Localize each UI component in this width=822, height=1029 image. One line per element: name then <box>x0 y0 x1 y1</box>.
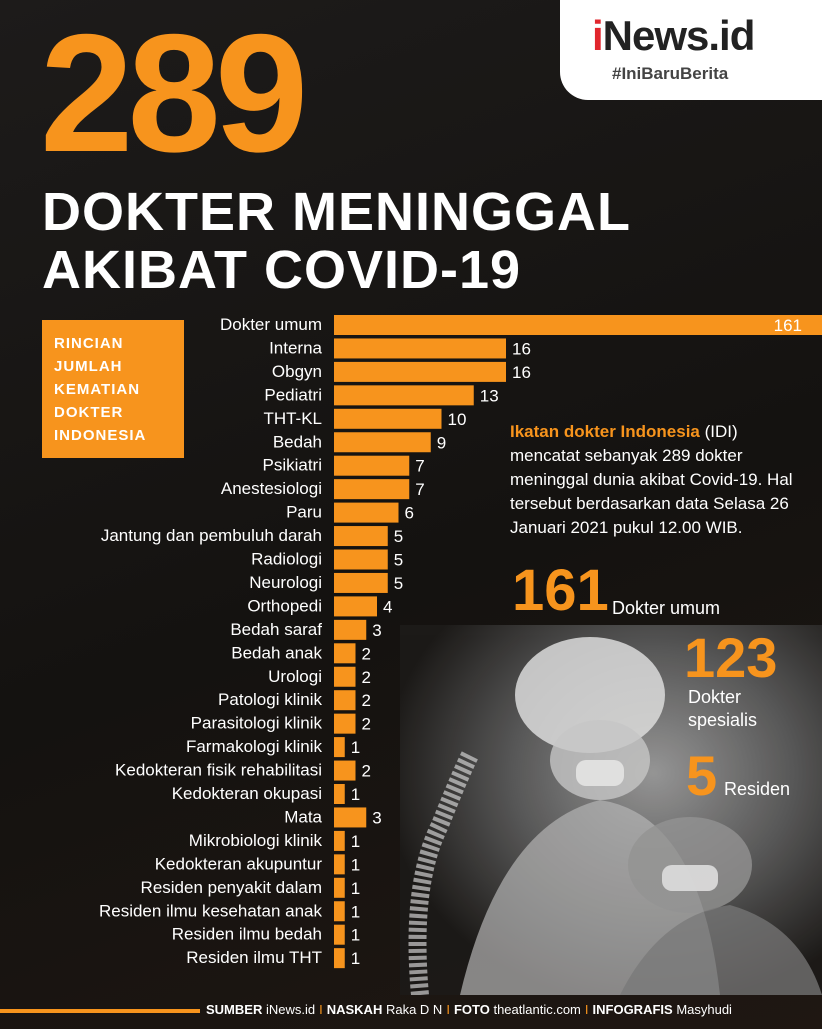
stat-spesialis-number: 123 <box>684 626 778 689</box>
value-label: 1 <box>350 738 361 758</box>
section-label: RINCIAN JUMLAH KEMATIAN DOKTER INDONESIA <box>54 335 147 444</box>
bar <box>334 385 474 405</box>
value-label: 2 <box>361 761 371 781</box>
category-label: Interna <box>269 338 322 358</box>
value-label: 3 <box>372 808 382 828</box>
footer-foto-label: FOTO <box>453 1002 490 1017</box>
bar <box>334 831 345 851</box>
stat-residen-label: Residen <box>724 779 791 799</box>
value-label: 1 <box>350 878 361 898</box>
category-label: Kedokteran akupuntur <box>154 854 322 874</box>
category-label: Bedah anak <box>231 643 322 663</box>
brand-tagline: #IniBaruBerita <box>612 64 729 83</box>
bar <box>334 479 409 499</box>
value-label: 7 <box>415 480 425 500</box>
category-label: Mikrobiologi klinik <box>188 830 322 850</box>
bar <box>334 362 506 382</box>
value-label: 9 <box>436 433 447 453</box>
bar <box>334 807 366 827</box>
bar <box>334 737 345 757</box>
value-label: 1 <box>350 785 361 804</box>
bar <box>334 456 409 476</box>
category-label: Psikiatri <box>262 455 322 475</box>
category-label: Bedah saraf <box>230 619 322 639</box>
value-label: 2 <box>361 714 371 734</box>
value-label: 1 <box>350 831 361 851</box>
stat-spesialis-label-2: spesialis <box>688 710 758 730</box>
category-label: Pediatri <box>264 385 322 405</box>
footer-credits: SUMBER iNews.id I NASKAH Raka D N I FOTO theatlantic.com I INFOGRAFIS Masyhudi <box>206 1002 732 1017</box>
value-label: 1 <box>350 949 361 969</box>
bar <box>334 901 345 921</box>
category-label: Orthopedi <box>247 596 322 616</box>
category-label: Urologi <box>268 666 322 686</box>
category-label: Radiologi <box>251 549 322 569</box>
category-label: Neurologi <box>249 572 322 592</box>
bar <box>334 714 356 734</box>
stat-umum-number: 161 <box>512 558 609 623</box>
footer-naskah: Raka D N <box>385 1002 443 1017</box>
bar <box>334 948 345 968</box>
bar <box>334 667 356 687</box>
category-label: Parasitologi klinik <box>190 713 322 733</box>
category-label: Patologi klinik <box>218 690 322 710</box>
footer-sumber: iNews.id <box>265 1002 316 1017</box>
bar <box>334 620 366 640</box>
category-label: Farmakologi klinik <box>185 737 322 757</box>
category-label: Dokter umum <box>219 315 322 334</box>
value-label: 4 <box>383 597 393 617</box>
value-label: 5 <box>393 550 404 570</box>
category-label: Residen ilmu bedah <box>171 924 322 944</box>
category-label: Residen ilmu THT <box>186 948 322 968</box>
category-label: Bedah <box>272 432 322 452</box>
bar <box>334 761 356 781</box>
category-label: Residen penyakit dalam <box>140 877 322 897</box>
value-label: 5 <box>393 573 404 593</box>
category-label: THT-KL <box>263 408 322 428</box>
category-label: Obgyn <box>271 361 322 381</box>
bar <box>334 338 506 358</box>
footer-sumber-label: SUMBER <box>206 1002 263 1017</box>
bar <box>334 573 388 593</box>
bar <box>334 315 822 335</box>
stat-spesialis-label-1: Dokter <box>688 687 742 707</box>
category-label: Residen ilmu kesehatan anak <box>98 901 322 921</box>
bar <box>334 503 399 523</box>
value-label: 13 <box>479 386 499 406</box>
category-label: Anestesiologi <box>220 479 322 499</box>
value-label: 5 <box>393 527 404 547</box>
bar <box>334 690 356 710</box>
bar <box>334 925 345 945</box>
value-label: 6 <box>404 503 414 523</box>
category-label: Kedokteran okupasi <box>171 784 322 803</box>
footer-naskah-label: NASKAH <box>326 1002 383 1017</box>
bar <box>334 878 345 898</box>
value-label: 1 <box>350 855 361 875</box>
value-label: 2 <box>361 667 371 687</box>
category-label: Kedokteran fisik rehabilitasi <box>115 760 322 780</box>
bar <box>334 643 356 663</box>
stat-umum-label: Dokter umum <box>612 598 721 618</box>
bar <box>334 550 388 570</box>
bar <box>334 854 345 874</box>
bar <box>334 526 388 546</box>
category-label: Jantung dan pembuluh darah <box>100 526 322 546</box>
value-label: 16 <box>512 362 531 382</box>
bar <box>334 596 377 616</box>
headline-line-2: AKIBAT COVID-19 <box>42 240 522 300</box>
value-label: 1 <box>350 925 361 945</box>
value-label: 161 <box>773 316 802 335</box>
footer-accent-line <box>0 1009 200 1013</box>
value-label: 3 <box>372 620 382 640</box>
category-label: Mata <box>284 807 322 827</box>
headline-line-1: DOKTER MENINGGAL <box>42 182 631 242</box>
stat-residen-number: 5 <box>686 744 718 807</box>
info-paragraph: Ikatan dokter Indonesia (IDI) mencatat sebanyak 289 dokter meninggal dunia akibat Covid-19. Hal tersebut berdasarkan data Selasa 26 Januari 2021 pukul 12.00 WIB. <box>510 422 793 537</box>
value-label: 1 <box>350 902 361 922</box>
value-label: 10 <box>447 409 467 429</box>
brand-logo: iNews.id <box>592 12 755 59</box>
footer-infografis-label: INFOGRAFIS <box>592 1002 673 1017</box>
value-label: 7 <box>415 456 425 476</box>
bar <box>334 409 442 429</box>
value-label: 2 <box>361 644 371 664</box>
category-label: Paru <box>286 502 322 522</box>
headline-number: 289 <box>40 0 303 187</box>
footer-infografis: Masyhudi <box>676 1002 732 1017</box>
value-label: 16 <box>512 339 531 359</box>
bar <box>334 784 345 804</box>
footer-foto-link[interactable]: theatlantic.com <box>493 1002 581 1017</box>
bar <box>334 432 431 452</box>
value-label: 2 <box>361 691 371 711</box>
